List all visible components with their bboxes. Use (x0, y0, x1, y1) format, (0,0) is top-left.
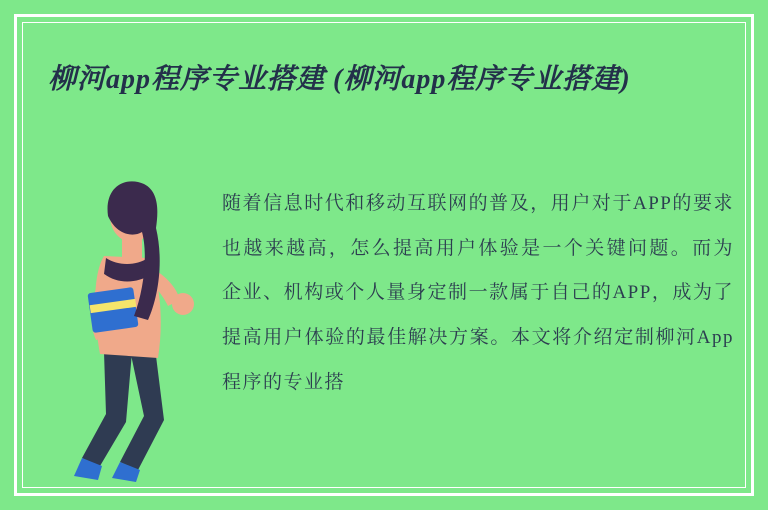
page-title: 柳河app程序专业搭建 (柳河app程序专业搭建) (48, 64, 631, 95)
illustration-woman-walking-with-book (60, 170, 230, 490)
article-body: 随着信息时代和移动互联网的普及，用户对于APP的要求也越来越高，怎么提高用户体验是一个关键问题。而为企业、机构或个人量身定制一款属于自己的APP，成为了提高用户体验的最佳解决方案。本文将介绍定制柳河App程序的专业搭 (222, 193, 734, 393)
